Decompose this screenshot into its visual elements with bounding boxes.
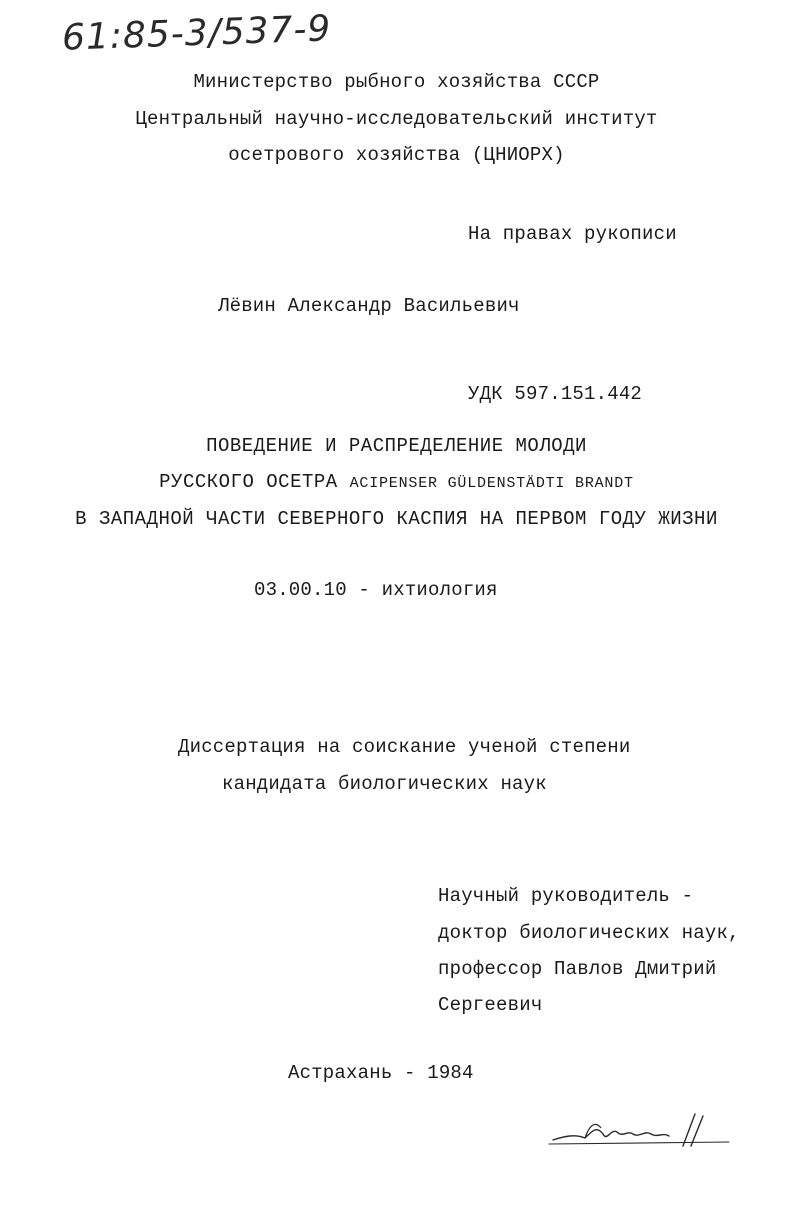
dissertation-title-line3: В ЗАПАДНОЙ ЧАСТИ СЕВЕРНОГО КАСПИЯ НА ПЕРВОМ ГОДУ ЖИЗНИ — [75, 508, 718, 530]
degree-line1: Диссертация на соискание ученой степени — [178, 736, 631, 758]
city-year: Астрахань - 1984 — [288, 1062, 474, 1084]
supervisor-line1: Научный руководитель - — [438, 885, 694, 907]
dissertation-title-line1: ПОВЕДЕНИЕ И РАСПРЕДЕЛЕНИЕ МОЛОДИ — [206, 435, 587, 457]
archive-number-handwritten: 61:85-3/537-9 — [61, 8, 333, 59]
institute-name-line1: Центральный научно-исследовательский институт — [135, 108, 658, 130]
title-species-russian: РУССКОГО ОСЕТРА — [159, 471, 338, 493]
institute-name-line2: осетрового хозяйства (ЦНИОРХ) — [228, 144, 565, 166]
supervisor-line4: Сергеевич — [438, 994, 543, 1016]
manuscript-note: На правах рукописи — [468, 223, 677, 245]
udc-code: УДК 597.151.442 — [468, 383, 643, 405]
degree-line2: кандидата биологических наук — [222, 773, 547, 795]
supervisor-line2: доктор биологических наук, — [438, 922, 740, 944]
title-species-latin: ACIPENSER GÜLDENSTÄDTI BRANDT — [349, 475, 634, 492]
handwritten-signature — [545, 1108, 735, 1158]
ministry-name: Министерство рыбного хозяйства СССР — [193, 71, 600, 93]
specialty-code: 03.00.10 - ихтиология — [254, 579, 498, 601]
author-name: Лёвин Александр Васильевич — [218, 295, 520, 317]
supervisor-line3: профессор Павлов Дмитрий — [438, 958, 717, 980]
dissertation-title-line2 — [0, 470, 793, 496]
